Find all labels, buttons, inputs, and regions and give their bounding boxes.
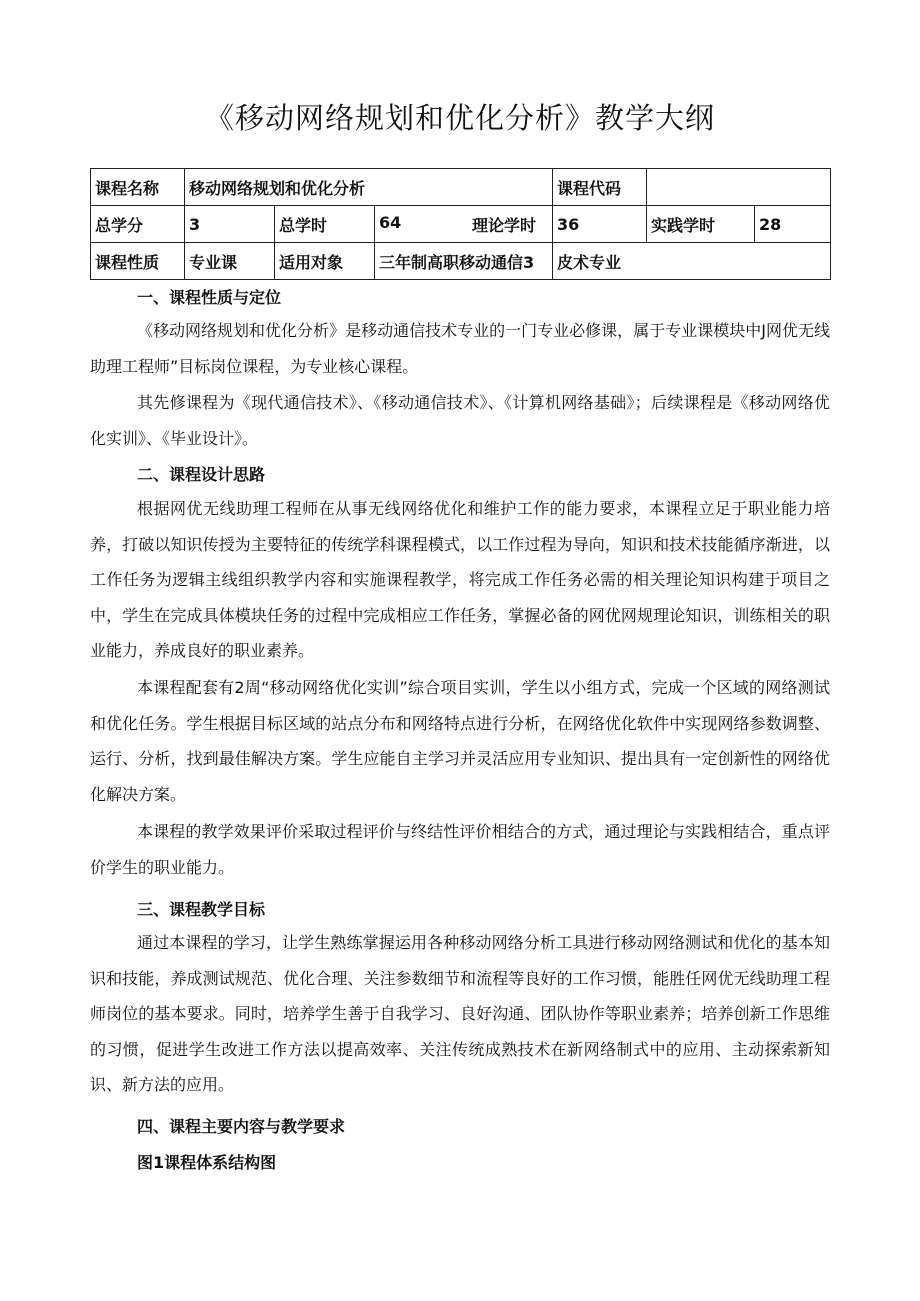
course-nature-value: 专业课 bbox=[185, 243, 275, 280]
section-3-paragraph-1: 通过本课程的学习，让学生熟练掌握运用各种移动网络分析工具进行移动网络测试和优化的基本知识和技能，养成测试规范、优化合理、关注参数细节和流程等良好的工作习惯，能胜任网优无线助理工程师岗位的基本要求。同时，培养学生善于自我学习、良好沟通、团队协作等职业素养；培养创新工作思维的习惯，促进学生改进工作方法以提高效率、关注传统成熟技术在新网络制式中的应用、主动探索新知识、新方法的应用。 bbox=[90, 933, 830, 1095]
course-code-label: 课程代码 bbox=[553, 169, 647, 206]
figure-1-caption: 图1课程体系结构图 bbox=[137, 1153, 277, 1172]
audience-value-part1: 三年制高职移动通信3 bbox=[375, 243, 553, 280]
section-heading-4: 四、课程主要内容与教学要求 bbox=[137, 1117, 346, 1136]
section-2-paragraph-2: 本课程配套有2周“移动网络优化实训”综合项目实训，学生以小组方式，完成一个区域的网络测试和优化任务。学生根据目标区域的站点分布和网络特点进行分析，在网络优化软件中实现网络参数调整、运行、分析，找到最佳解决方案。学生应能自主学习并灵活应用专业知识、提出具有一定创新性的网络优化解决方案。 bbox=[90, 678, 830, 804]
audience-label: 适用对象 bbox=[275, 243, 375, 280]
audience-value-part2: 皮术专业 bbox=[553, 243, 831, 280]
total-hours-cell bbox=[375, 206, 553, 243]
course-info-table bbox=[90, 168, 831, 280]
table-row bbox=[91, 243, 831, 280]
section-2-paragraph-1: 根据网优无线助理工程师在从事无线网络优化和维护工作的能力要求，本课程立足于职业能力培养，打破以知识传授为主要特征的传统学科课程模式，以工作过程为导向，知识和技术技能循序渐进，以工作任务为逻辑主线组织教学内容和实施课程教学，将完成工作任务必需的相关理论知识构建于项目之中，学生在完成具体模块任务的过程中完成相应工作任务，掌握必备的网优网规理论知识，训练相关的职业能力，养成良好的职业素养。 bbox=[90, 499, 830, 661]
table-row bbox=[91, 169, 831, 206]
practice-hours-label: 实践学时 bbox=[647, 206, 755, 243]
section-1-paragraph-2: 其先修课程为《现代通信技术》、《移动通信技术》、《计算机网络基础》；后续课程是《移动网络优化实训》、《毕业设计》。 bbox=[90, 393, 830, 448]
course-nature-label: 课程性质 bbox=[91, 243, 185, 280]
course-name-value: 移动网络规划和优化分析 bbox=[185, 169, 553, 206]
total-credits-label: 总学分 bbox=[91, 206, 185, 243]
document-title: 《移动网络规划和优化分析》教学大纲 bbox=[204, 101, 715, 135]
section-heading-3: 三、课程教学目标 bbox=[137, 900, 266, 919]
section-2-paragraph-3: 本课程的教学效果评价采取过程评价与终结性评价相结合的方式，通过理论与实践相结合，重点评价学生的职业能力。 bbox=[90, 822, 830, 877]
section-1-paragraph-1: 《移动网络规划和优化分析》是移动通信技术专业的一门专业必修课，属于专业课模块中J网优无线助理工程师”目标岗位课程，为专业核心课程。 bbox=[90, 321, 830, 376]
total-hours-value: 64 bbox=[379, 212, 402, 232]
practice-hours-value: 28 bbox=[755, 206, 831, 243]
section-heading-2: 二、课程设计思路 bbox=[137, 465, 266, 484]
theory-hours-value: 36 bbox=[553, 206, 647, 243]
theory-hours-label: 理论学时 bbox=[471, 215, 536, 235]
total-credits-value: 3 bbox=[185, 206, 275, 243]
section-heading-1: 一、课程性质与定位 bbox=[137, 288, 282, 307]
table-row bbox=[91, 206, 831, 243]
course-name-label: 课程名称 bbox=[91, 169, 185, 206]
total-hours-label: 总学时 bbox=[275, 206, 375, 243]
course-code-value bbox=[647, 169, 831, 206]
